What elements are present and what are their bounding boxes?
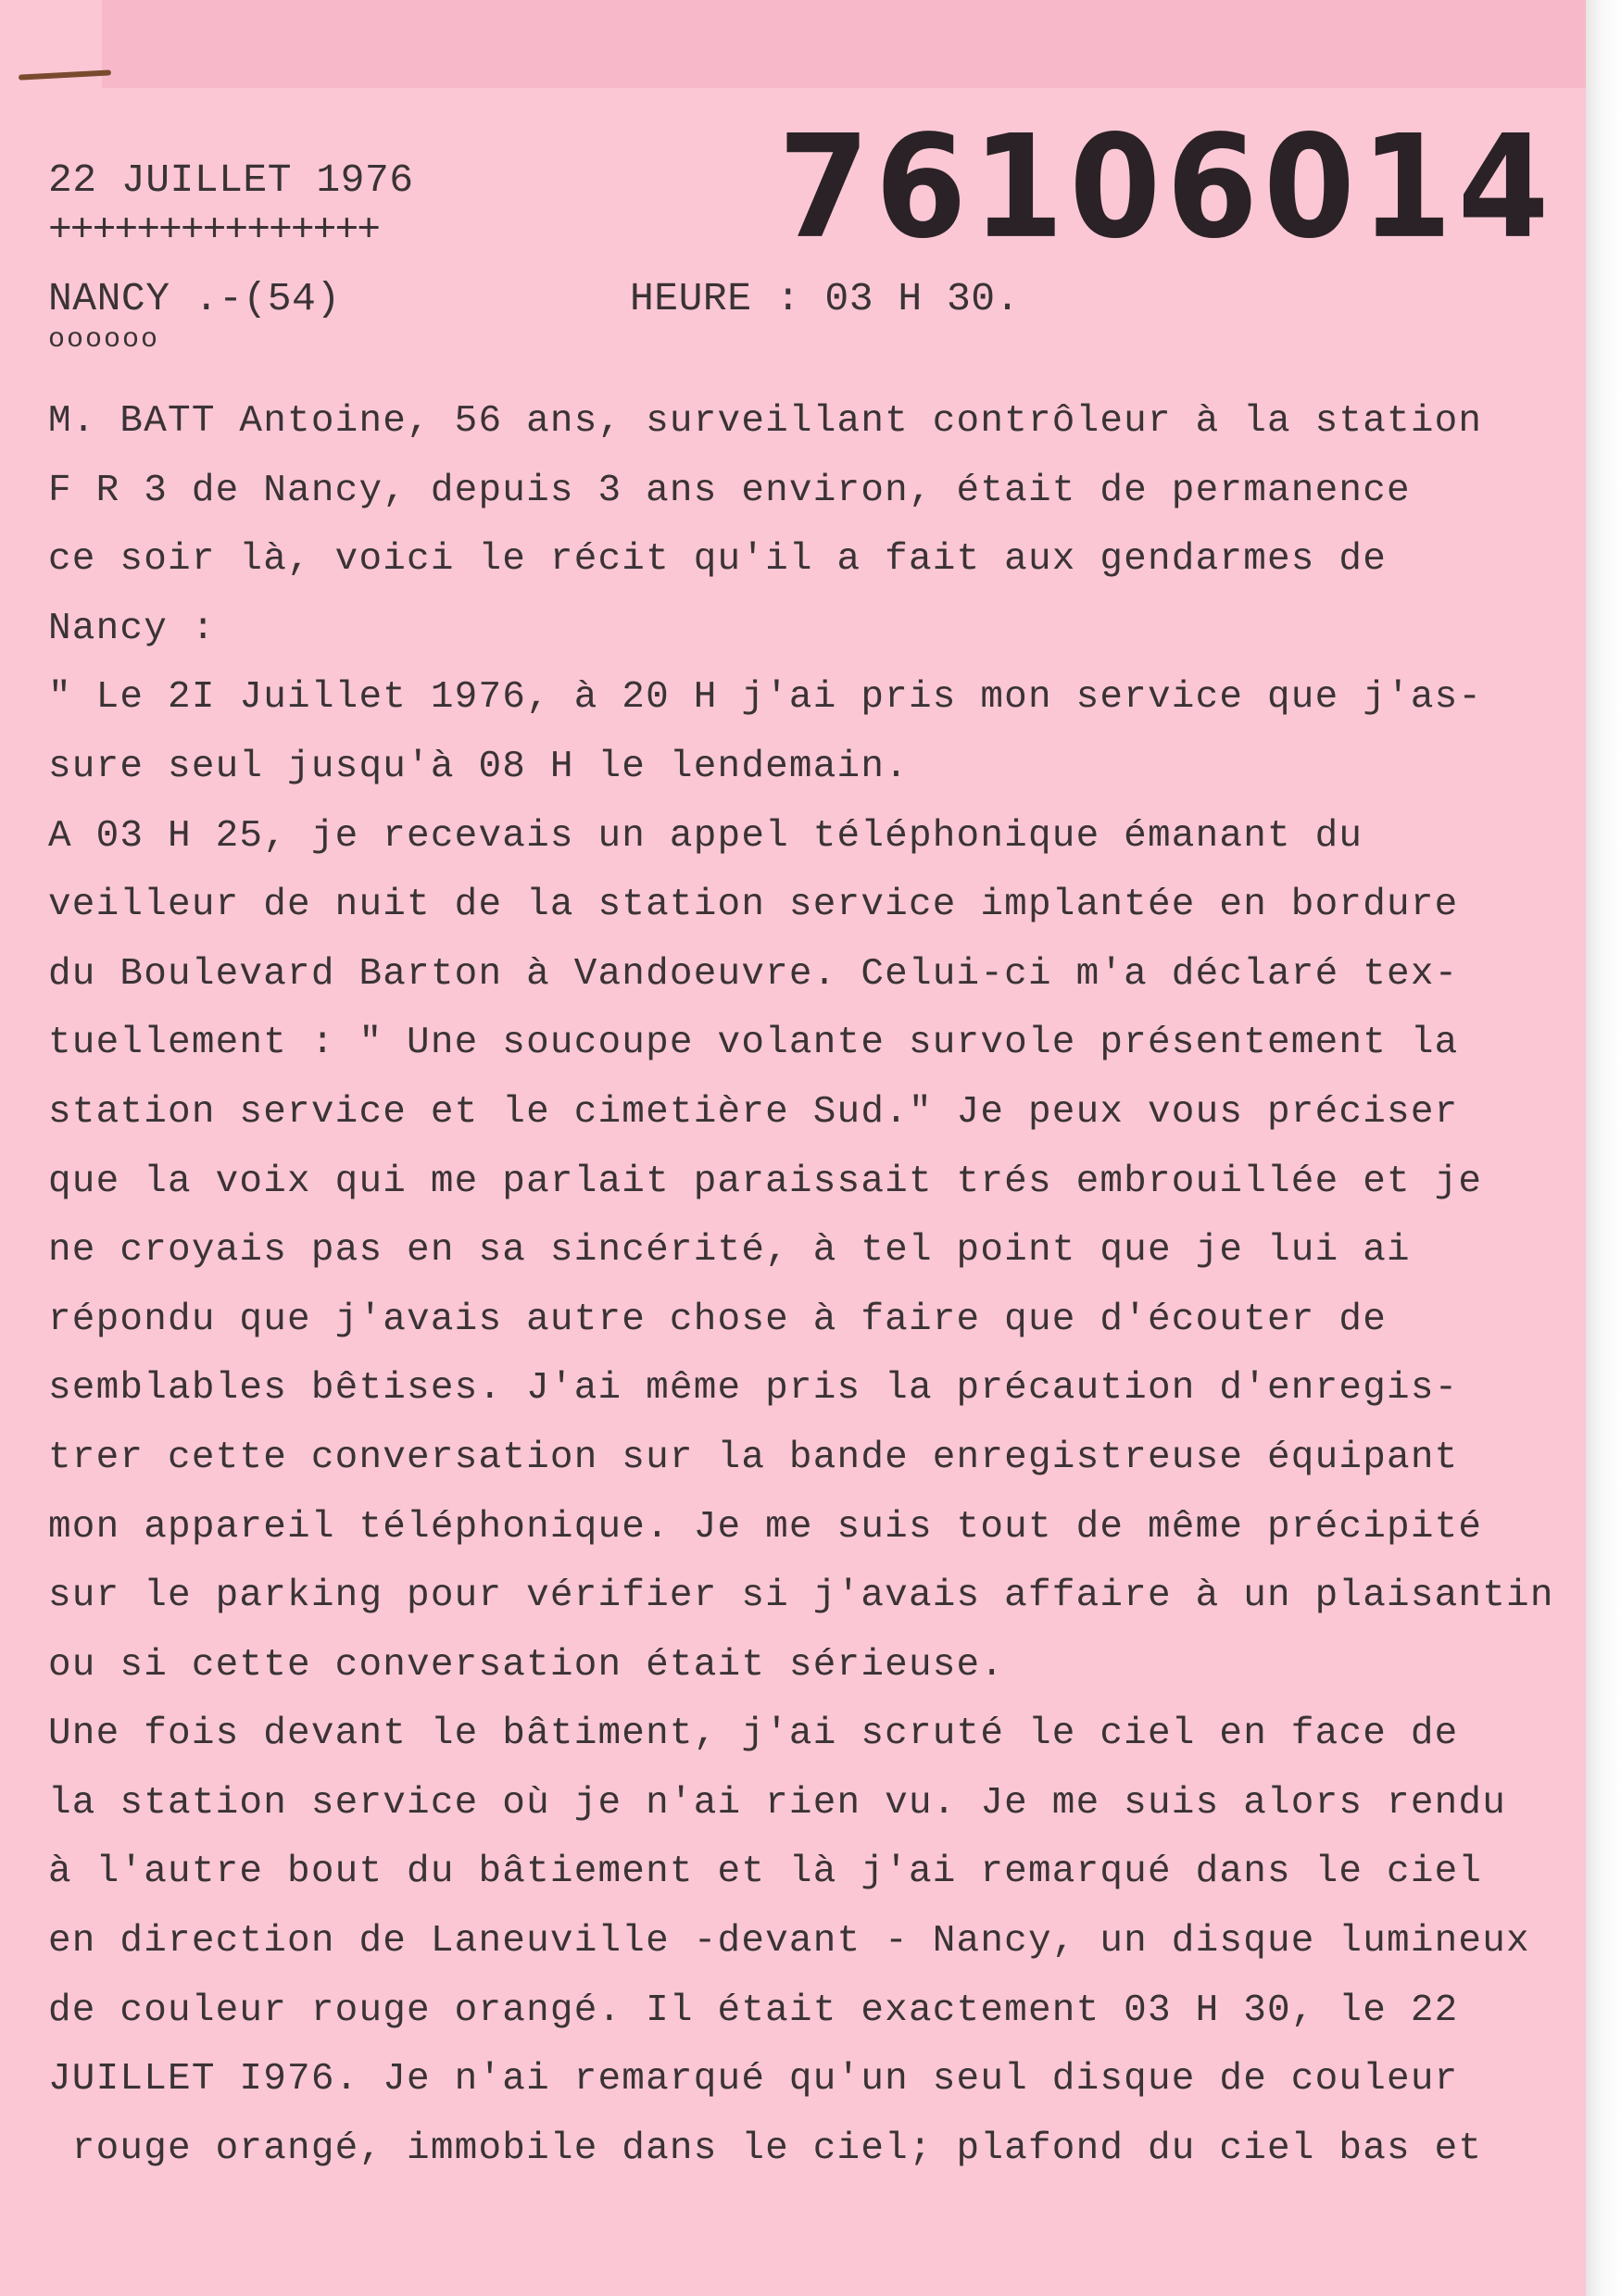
text-line: ce soir là, voici le récit qu'il a fait aux gendarmes de	[48, 538, 1388, 582]
scan-edge	[1586, 0, 1621, 2296]
file-number-stamp: 76106014	[778, 105, 1555, 270]
text-line: sur le parking pour vérifier si j'avais affaire à un plaisantin	[48, 1575, 1554, 1618]
text-line: A 03 H 25, je recevais un appel téléphonique émanant du	[48, 814, 1363, 858]
text-line: trer cette conversation sur la bande enregistreuse équipant	[48, 1436, 1459, 1479]
text-line: à l'autre bout du bâtiement et là j'ai remarqué dans le ciel	[48, 1851, 1483, 1894]
text-line: " Le 2I Juillet 1976, à 20 H j'ai pris mon service que j'as-	[48, 676, 1483, 720]
report-hour: HEURE : 03 H 30.	[630, 276, 1020, 321]
text-line: sure seul jusqu'à 08 H le lendemain.	[48, 745, 909, 788]
text-line: ne croyais pas en sa sincérité, à tel point que je lui ai	[48, 1229, 1411, 1273]
text-line: la station service où je n'ai rien vu. Je me suis alors rendu	[48, 1781, 1507, 1825]
text-line: JUILLET I976. Je n'ai remarqué qu'un seul disque de couleur	[48, 2058, 1459, 2102]
text-line: Une fois devant le bâtiment, j'ai scruté le ciel en face de	[48, 1713, 1459, 1756]
text-line: station service et le cimetière Sud." Je peux vous préciser	[48, 1090, 1459, 1134]
staple-mark	[19, 69, 111, 80]
text-line: F R 3 de Nancy, depuis 3 ans environ, était de permanence	[48, 469, 1411, 512]
text-line: que la voix qui me parlait paraissait trés embrouillée et je	[48, 1160, 1483, 1203]
testimony-text	[48, 387, 1577, 2183]
text-line: mon appareil téléphonique. Je me suis tout de même précipité	[48, 1505, 1483, 1549]
date-underline: +++++++++++++++	[48, 207, 380, 253]
text-line: ou si cette conversation était sérieuse.	[48, 1643, 1005, 1687]
text-line: de couleur rouge orangé. Il était exactement 03 H 30, le 22	[48, 1989, 1459, 2032]
text-line: tuellement : " Une soucoupe volante survole présentement la	[48, 1022, 1459, 1065]
text-line: en direction de Laneuville -devant - Nancy, un disque lumineux	[48, 1920, 1530, 1964]
overlapping-sheet-edge	[102, 0, 1586, 88]
text-line: Nancy :	[48, 607, 216, 650]
text-line: répondu que j'avais autre chose à faire que d'écouter de	[48, 1298, 1388, 1341]
report-city: NANCY .-(54)	[48, 276, 341, 321]
city-underline: oooooo	[48, 324, 160, 356]
report-date: 22 JUILLET 1976	[48, 157, 414, 203]
text-line: rouge orangé, immobile dans le ciel; plafond du ciel bas et	[48, 2127, 1483, 2170]
text-line: semblables bêtises. J'ai même pris la précaution d'enregis-	[48, 1367, 1459, 1411]
text-line: du Boulevard Barton à Vandoeuvre. Celui-ci m'a déclaré tex-	[48, 952, 1459, 996]
text-line: M. BATT Antoine, 56 ans, surveillant contrôleur à la station	[48, 400, 1483, 443]
text-line: veilleur de nuit de la station service implantée en bordure	[48, 884, 1459, 927]
